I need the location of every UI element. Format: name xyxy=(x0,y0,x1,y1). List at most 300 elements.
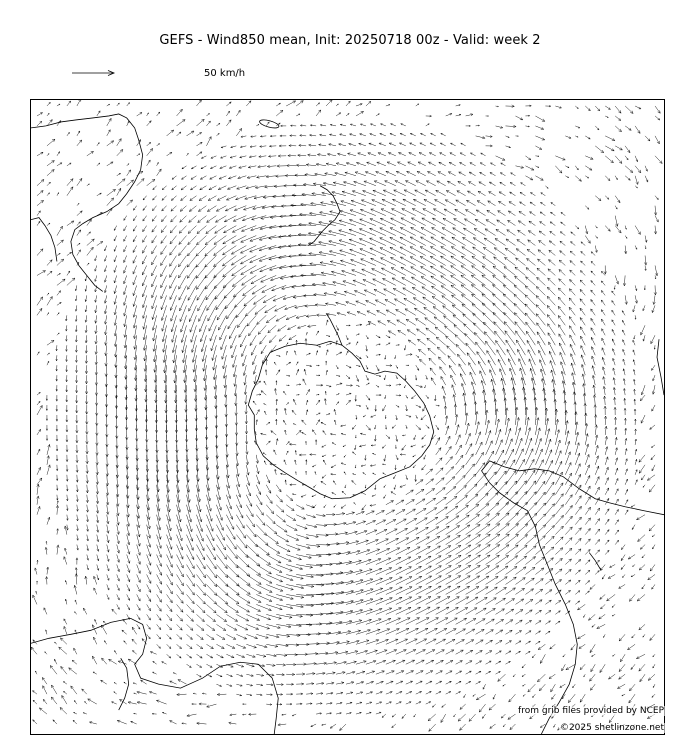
wind-vector xyxy=(67,221,74,226)
wind-vector xyxy=(413,465,416,468)
wind-vector xyxy=(276,535,288,542)
wind-vector xyxy=(635,106,641,109)
wind-vector xyxy=(269,335,276,342)
wind-vector xyxy=(458,181,466,185)
wind-vector xyxy=(107,198,114,206)
wind-vector xyxy=(142,256,146,265)
wind-vector xyxy=(575,528,581,535)
wind-vector xyxy=(143,226,147,232)
wind-vector-head xyxy=(217,317,220,320)
wind-vector-head xyxy=(215,220,218,222)
wind-vector xyxy=(569,298,575,305)
wind-vector xyxy=(514,285,525,295)
wind-vector xyxy=(404,190,416,196)
wind-vector xyxy=(198,216,207,223)
wind-vector-head xyxy=(242,283,245,286)
wind-vector xyxy=(206,525,213,541)
wind-vector xyxy=(466,454,474,465)
wind-vector xyxy=(137,179,144,186)
wind-vector xyxy=(162,186,166,190)
wind-vector xyxy=(400,237,416,245)
wind-map xyxy=(30,99,665,735)
wind-vector xyxy=(446,191,455,196)
wind-vector xyxy=(625,166,633,173)
wind-vector xyxy=(507,230,516,236)
wind-vector xyxy=(367,311,376,315)
wind-vector-head xyxy=(421,277,424,279)
wind-vector xyxy=(386,435,390,438)
wind-vector xyxy=(375,300,386,305)
wind-vector xyxy=(625,106,633,113)
wind-vector xyxy=(580,289,585,295)
wind-vector xyxy=(428,348,436,355)
wind-vector xyxy=(482,285,496,296)
wind-vector xyxy=(161,226,166,233)
wind-vector xyxy=(448,356,456,366)
wind-vector xyxy=(346,400,350,405)
australia-coastline xyxy=(482,461,664,734)
wind-vector xyxy=(250,335,256,345)
wind-vector xyxy=(127,103,130,106)
wind-vector xyxy=(575,176,581,182)
wind-vector xyxy=(527,340,535,355)
wind-vector xyxy=(400,257,415,265)
wind-vector-head xyxy=(451,247,454,249)
wind-vector xyxy=(441,376,446,385)
wind-vector xyxy=(416,425,421,430)
wind-vector-head xyxy=(191,131,194,133)
wind-vector-head xyxy=(496,229,499,231)
wind-vector xyxy=(286,495,293,501)
wind-vector xyxy=(392,278,406,285)
wind-vector-head xyxy=(413,298,416,301)
wind-vector xyxy=(397,320,406,325)
wind-vector-head xyxy=(231,262,234,265)
wind-vector xyxy=(152,236,157,243)
wind-vector xyxy=(592,347,596,356)
wind-vector xyxy=(206,535,214,551)
wind-vector xyxy=(214,246,227,256)
wind-vector xyxy=(529,221,535,225)
wind-vector xyxy=(508,359,515,375)
wind-vector xyxy=(251,275,266,283)
wind-vector xyxy=(218,186,226,190)
wind-vector xyxy=(305,305,316,306)
wind-vector xyxy=(532,378,535,395)
wind-vector xyxy=(647,475,655,480)
wind-vector xyxy=(516,249,525,256)
wind-vector xyxy=(356,301,366,305)
wind-vector xyxy=(47,296,52,305)
wind-vector xyxy=(545,471,553,485)
wind-vector xyxy=(209,315,216,331)
wind-vector xyxy=(296,430,301,435)
wind-vector xyxy=(37,467,41,475)
wind-vector xyxy=(444,326,455,335)
wind-vector xyxy=(493,266,505,275)
wind-vector xyxy=(269,226,286,228)
wind-vector-head xyxy=(459,445,461,448)
wind-vector xyxy=(535,146,541,150)
wind-vector xyxy=(570,251,575,255)
wind-vector xyxy=(457,191,466,196)
wind-vector xyxy=(474,332,485,345)
wind-vector-head xyxy=(441,256,444,259)
wind-vector-head xyxy=(461,256,464,258)
wind-vector xyxy=(196,505,201,522)
wind-vector-head xyxy=(415,319,418,322)
wind-vector xyxy=(515,276,526,285)
wind-vector xyxy=(398,330,406,335)
wind-vector xyxy=(177,545,183,560)
wind-vector xyxy=(581,346,585,356)
wind-vector-head xyxy=(431,378,434,381)
wind-vector xyxy=(581,261,586,265)
wind-vector xyxy=(37,478,42,485)
wind-vector xyxy=(258,325,266,334)
wind-vector xyxy=(370,238,386,245)
wind-vector xyxy=(177,495,180,513)
wind-vector-head xyxy=(293,518,296,521)
wind-vector-head xyxy=(507,230,510,233)
wind-vector xyxy=(535,492,545,505)
wind-vector xyxy=(47,340,54,345)
wind-vector-head xyxy=(487,351,489,354)
wind-vector xyxy=(200,186,207,190)
wind-vector xyxy=(509,202,515,206)
wind-vector xyxy=(448,172,455,176)
wind-vector xyxy=(161,216,166,222)
wind-vector xyxy=(362,505,366,510)
wind-vector xyxy=(520,202,526,206)
wind-vector-head xyxy=(421,489,424,492)
wind-vector xyxy=(206,226,217,234)
wind-vector xyxy=(142,275,146,285)
wind-vector xyxy=(497,220,506,226)
wind-vector-head xyxy=(449,365,452,368)
wind-vector xyxy=(87,232,91,236)
wind-vector xyxy=(434,317,446,325)
wind-vector xyxy=(580,327,585,335)
wind-vector xyxy=(519,211,525,215)
wind-vector xyxy=(408,162,416,166)
wind-vector xyxy=(124,246,127,252)
wind-vector xyxy=(479,182,486,186)
wind-vector xyxy=(429,358,436,365)
wind-vector xyxy=(298,234,316,235)
wind-vector-head xyxy=(498,211,501,213)
wind-vector xyxy=(555,409,556,425)
wind-vector xyxy=(535,525,545,535)
wind-vector xyxy=(530,202,535,206)
wind-vector-head xyxy=(60,226,62,229)
wind-vector xyxy=(276,545,290,552)
wind-vector-head xyxy=(453,228,456,230)
wind-vector-head xyxy=(50,296,52,299)
wind-vector xyxy=(466,444,472,455)
wind-vector xyxy=(622,320,625,325)
wind-vector-head xyxy=(476,210,479,212)
wind-vector xyxy=(522,378,526,396)
wind-vector xyxy=(199,305,207,321)
wind-vector xyxy=(591,271,595,275)
wind-vector xyxy=(430,368,436,375)
wind-vector xyxy=(649,485,655,492)
wind-vector xyxy=(427,171,435,175)
wind-vector xyxy=(286,442,289,445)
wind-vector xyxy=(346,302,356,306)
wind-vector-head xyxy=(588,240,591,243)
wind-vector xyxy=(226,305,236,319)
wind-vector xyxy=(207,216,217,223)
wind-vector xyxy=(385,181,396,186)
wind-vector xyxy=(276,495,282,502)
wind-vector xyxy=(585,236,590,244)
wind-vector xyxy=(266,495,272,504)
wind-vector xyxy=(426,181,435,186)
wind-vector xyxy=(555,494,563,505)
wind-vector-head xyxy=(433,307,436,310)
wind-vector xyxy=(456,200,466,206)
wind-vector xyxy=(615,509,618,514)
wind-vector-head xyxy=(261,512,264,515)
wind-vector xyxy=(249,325,257,336)
wind-vector xyxy=(187,545,194,560)
wind-vector xyxy=(200,176,206,179)
wind-vector-head xyxy=(591,318,593,321)
wind-vector-head xyxy=(580,308,583,311)
wind-vector xyxy=(575,474,580,484)
wind-vector xyxy=(436,337,445,345)
wind-vector-head xyxy=(452,237,455,239)
wind-vector xyxy=(206,137,211,146)
wind-vector xyxy=(445,200,455,206)
wind-vector xyxy=(178,265,186,277)
wind-vector xyxy=(565,495,572,505)
wind-vector xyxy=(106,365,107,376)
wind-vector xyxy=(575,496,581,505)
wind-vector-head xyxy=(522,459,524,462)
wind-vector xyxy=(595,508,599,515)
wind-vector xyxy=(455,335,466,346)
wind-vector-head xyxy=(537,332,539,335)
wind-vector xyxy=(255,305,266,314)
wind-vector xyxy=(177,505,181,522)
wind-vector xyxy=(595,477,599,485)
wind-vector xyxy=(449,365,455,375)
wind-vector xyxy=(446,506,458,515)
wind-vector xyxy=(404,298,416,305)
wind-vector xyxy=(491,379,495,395)
wind-vector xyxy=(515,524,527,535)
wind-vector xyxy=(206,545,215,560)
wind-vector xyxy=(478,191,485,195)
wind-vector xyxy=(615,196,620,203)
wind-vector xyxy=(414,308,425,315)
wind-vector xyxy=(216,495,221,510)
wind-vector xyxy=(37,179,44,185)
wind-vector xyxy=(476,210,485,216)
wind-vector xyxy=(87,247,93,255)
wind-vector xyxy=(575,464,580,475)
wind-vector xyxy=(515,267,525,275)
wind-vector xyxy=(406,528,418,535)
wind-vector-head xyxy=(411,490,414,492)
wind-vector xyxy=(177,109,183,116)
wind-vector xyxy=(625,510,628,515)
wind-vector xyxy=(115,325,117,336)
wind-vector xyxy=(496,492,509,505)
wind-vector xyxy=(655,156,662,164)
wind-vector xyxy=(240,335,246,347)
wind-vector xyxy=(453,228,466,236)
wind-vector xyxy=(505,248,515,255)
wind-vector xyxy=(161,265,167,276)
wind-vector xyxy=(387,162,396,166)
wind-vector xyxy=(580,336,585,345)
wind-vector xyxy=(396,171,406,175)
wind-vector xyxy=(548,269,555,276)
wind-vector xyxy=(187,525,193,542)
wind-vector-head xyxy=(496,340,499,343)
wind-vector xyxy=(615,106,621,113)
wind-vector xyxy=(324,293,336,295)
wind-vector xyxy=(426,498,436,505)
wind-vector-head xyxy=(494,257,497,260)
wind-vector xyxy=(483,257,496,266)
wind-vector xyxy=(236,395,237,406)
wind-vector xyxy=(97,465,98,475)
wind-vector-head xyxy=(71,221,74,223)
wind-vector xyxy=(551,370,555,385)
wind-vector xyxy=(476,483,488,495)
wind-vector xyxy=(187,256,196,268)
wind-vector xyxy=(286,535,299,541)
wind-vector xyxy=(216,545,226,560)
wind-vector xyxy=(416,508,426,514)
wind-vector xyxy=(325,304,336,306)
wind-vector xyxy=(180,216,187,223)
wind-vector xyxy=(205,265,217,278)
wind-vector xyxy=(591,337,595,345)
wind-vector xyxy=(535,503,545,515)
wind-vector xyxy=(466,474,476,485)
wind-vector xyxy=(585,486,590,495)
wind-vector xyxy=(295,175,306,176)
wind-vector xyxy=(436,190,446,195)
wind-vector-head xyxy=(430,266,433,268)
wind-vector xyxy=(516,340,525,355)
wind-vector xyxy=(152,275,157,286)
wind-vector xyxy=(446,336,456,345)
wind-vector xyxy=(537,268,545,275)
wind-vector xyxy=(514,294,525,305)
wind-vector xyxy=(107,141,114,146)
wind-vector xyxy=(262,285,276,292)
wind-vector xyxy=(47,169,54,175)
wind-vector xyxy=(488,201,496,206)
wind-vector xyxy=(515,449,523,465)
wind-vector xyxy=(127,200,133,206)
wind-vector xyxy=(179,246,187,256)
wind-vector xyxy=(555,461,561,475)
wind-vector xyxy=(357,312,366,316)
wind-vector-head xyxy=(457,526,460,528)
wind-vector-head xyxy=(405,309,408,311)
wind-vector xyxy=(515,502,527,514)
wind-vector xyxy=(306,545,320,547)
wind-vector xyxy=(475,219,485,225)
wind-vector xyxy=(196,545,204,560)
wind-vector-head xyxy=(403,288,406,290)
wind-vector xyxy=(483,322,495,335)
wind-vector xyxy=(171,216,177,222)
wind-vector xyxy=(106,375,107,387)
wind-vector xyxy=(493,303,506,315)
wind-vector-head xyxy=(152,251,154,254)
wind-vector xyxy=(540,360,546,376)
wind-vector xyxy=(575,453,579,465)
wind-vector xyxy=(489,182,495,186)
wind-vector xyxy=(289,256,307,257)
wind-vector xyxy=(591,318,595,325)
wind-vector xyxy=(426,328,436,335)
wind-vector xyxy=(390,247,406,255)
wind-vector xyxy=(170,256,177,267)
wind-vector xyxy=(508,211,515,216)
wind-vector-head xyxy=(436,527,439,529)
wind-vector xyxy=(446,446,452,454)
wind-vector xyxy=(454,219,466,226)
wind-vector xyxy=(442,228,456,236)
wind-vector xyxy=(558,316,565,326)
wind-vector xyxy=(383,405,386,411)
wind-vector xyxy=(417,339,425,345)
wind-vector xyxy=(538,250,545,256)
wind-vector xyxy=(535,116,544,121)
wind-vector-head xyxy=(503,460,506,463)
wind-vector xyxy=(492,285,505,296)
wind-vector xyxy=(286,545,300,550)
wind-vector xyxy=(460,162,466,165)
wind-vector xyxy=(167,505,171,522)
wind-vector xyxy=(519,359,526,376)
wind-vector xyxy=(505,257,516,265)
wind-vector xyxy=(57,279,65,285)
wind-vector xyxy=(47,260,52,266)
wind-vector xyxy=(382,445,385,448)
wind-vector xyxy=(196,119,204,126)
wind-vector xyxy=(198,295,207,311)
wind-vector xyxy=(251,345,256,355)
wind-vector xyxy=(177,120,186,126)
wind-vector xyxy=(410,237,426,246)
wind-vector xyxy=(447,181,455,186)
wind-vector xyxy=(196,246,206,256)
wind-vector xyxy=(580,308,585,315)
wind-vector xyxy=(506,239,515,246)
wind-vector-head xyxy=(495,238,498,241)
wind-vector-head xyxy=(279,489,282,492)
wind-vector-head xyxy=(119,139,122,142)
wind-vector xyxy=(539,231,545,236)
wind-vector-head xyxy=(422,287,425,289)
wind-vector xyxy=(177,535,183,550)
wind-vector xyxy=(489,192,496,196)
wind-vector-head xyxy=(178,275,181,278)
wind-vector xyxy=(436,507,448,515)
wind-vector xyxy=(147,148,153,155)
